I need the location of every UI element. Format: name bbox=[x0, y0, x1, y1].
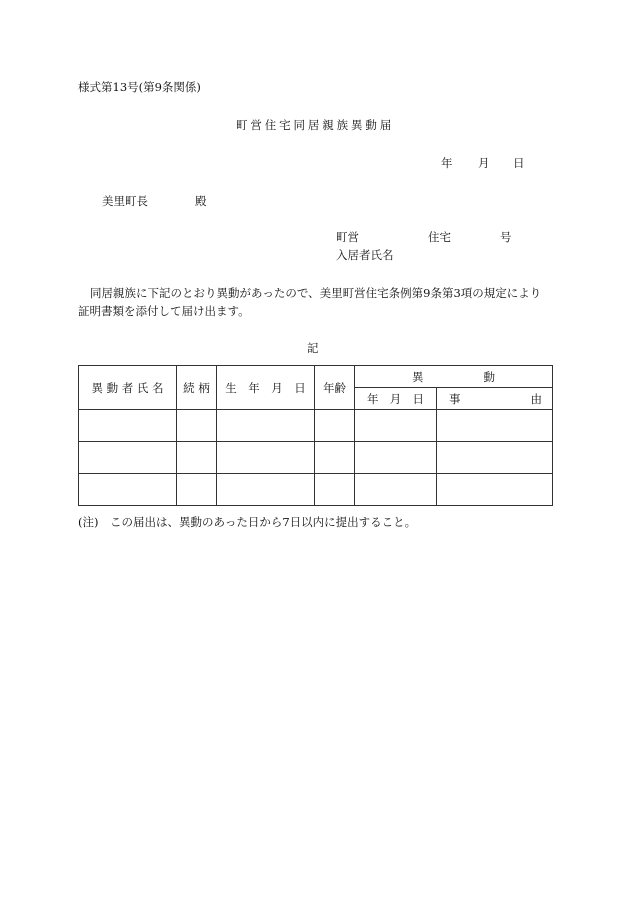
date-day-label: 日 bbox=[513, 156, 525, 170]
header-age: 年齢 bbox=[315, 366, 355, 410]
table-row bbox=[79, 442, 553, 474]
header-date-month: 月 bbox=[389, 391, 402, 406]
table-row bbox=[79, 410, 553, 442]
housing-number-label: 号 bbox=[500, 230, 512, 244]
header-reason-left: 事 bbox=[449, 391, 461, 406]
header-reason-right: 由 bbox=[530, 391, 542, 406]
cell-birth-date[interactable] bbox=[217, 410, 315, 442]
body-line-1: 同居親族に下記のとおり異動があったので、美里町営住宅条例第9条第3項の規定により bbox=[90, 286, 542, 300]
cell-reason[interactable] bbox=[437, 442, 553, 474]
cell-relation[interactable] bbox=[177, 410, 217, 442]
body-line-2: 証明書類を添付して届け出ます。 bbox=[78, 304, 250, 318]
header-name: 異 動 者 氏 名 bbox=[79, 366, 177, 410]
cell-relation[interactable] bbox=[177, 442, 217, 474]
footnote: (注) この届出は、異動のあった日から7日以内に提出すること。 bbox=[78, 515, 417, 529]
town-housing-label: 町営 bbox=[336, 230, 359, 244]
cell-change-date[interactable] bbox=[355, 442, 437, 474]
housing-label: 住宅 bbox=[428, 230, 451, 244]
form-number: 様式第13号(第9条関係) bbox=[78, 80, 201, 94]
date-year-label: 年 bbox=[441, 156, 453, 170]
change-record-table bbox=[78, 365, 553, 506]
addressee-honorific: 殿 bbox=[195, 194, 207, 208]
cell-name[interactable] bbox=[79, 474, 177, 506]
addressee-name: 美里町長 bbox=[102, 194, 148, 208]
cell-name[interactable] bbox=[79, 442, 177, 474]
cell-change-date[interactable] bbox=[355, 474, 437, 506]
header-date-day: 日 bbox=[412, 391, 424, 406]
header-date-year: 年 bbox=[367, 391, 379, 406]
cell-age[interactable] bbox=[315, 442, 355, 474]
cell-reason[interactable] bbox=[437, 410, 553, 442]
cell-reason[interactable] bbox=[437, 474, 553, 506]
date-month-label: 月 bbox=[478, 156, 490, 170]
header-change-date bbox=[355, 388, 437, 410]
header-relation: 続 柄 bbox=[177, 366, 217, 410]
cell-name[interactable] bbox=[79, 410, 177, 442]
cell-age[interactable] bbox=[315, 410, 355, 442]
table-header-row bbox=[79, 366, 553, 388]
cell-change-date[interactable] bbox=[355, 410, 437, 442]
cell-birth-date[interactable] bbox=[217, 442, 315, 474]
header-change-right: 動 bbox=[483, 369, 495, 384]
form-title: 町営住宅同居親族異動届 bbox=[236, 118, 395, 132]
header-reason bbox=[437, 388, 553, 410]
header-change bbox=[355, 366, 553, 388]
table-row bbox=[79, 474, 553, 506]
header-birth-date: 生 年 月 日 bbox=[217, 366, 315, 410]
ki-heading: 記 bbox=[307, 341, 319, 355]
cell-birth-date[interactable] bbox=[217, 474, 315, 506]
cell-relation[interactable] bbox=[177, 474, 217, 506]
cell-age[interactable] bbox=[315, 474, 355, 506]
resident-name-label: 入居者氏名 bbox=[336, 248, 394, 262]
header-change-left: 異 bbox=[412, 369, 424, 384]
